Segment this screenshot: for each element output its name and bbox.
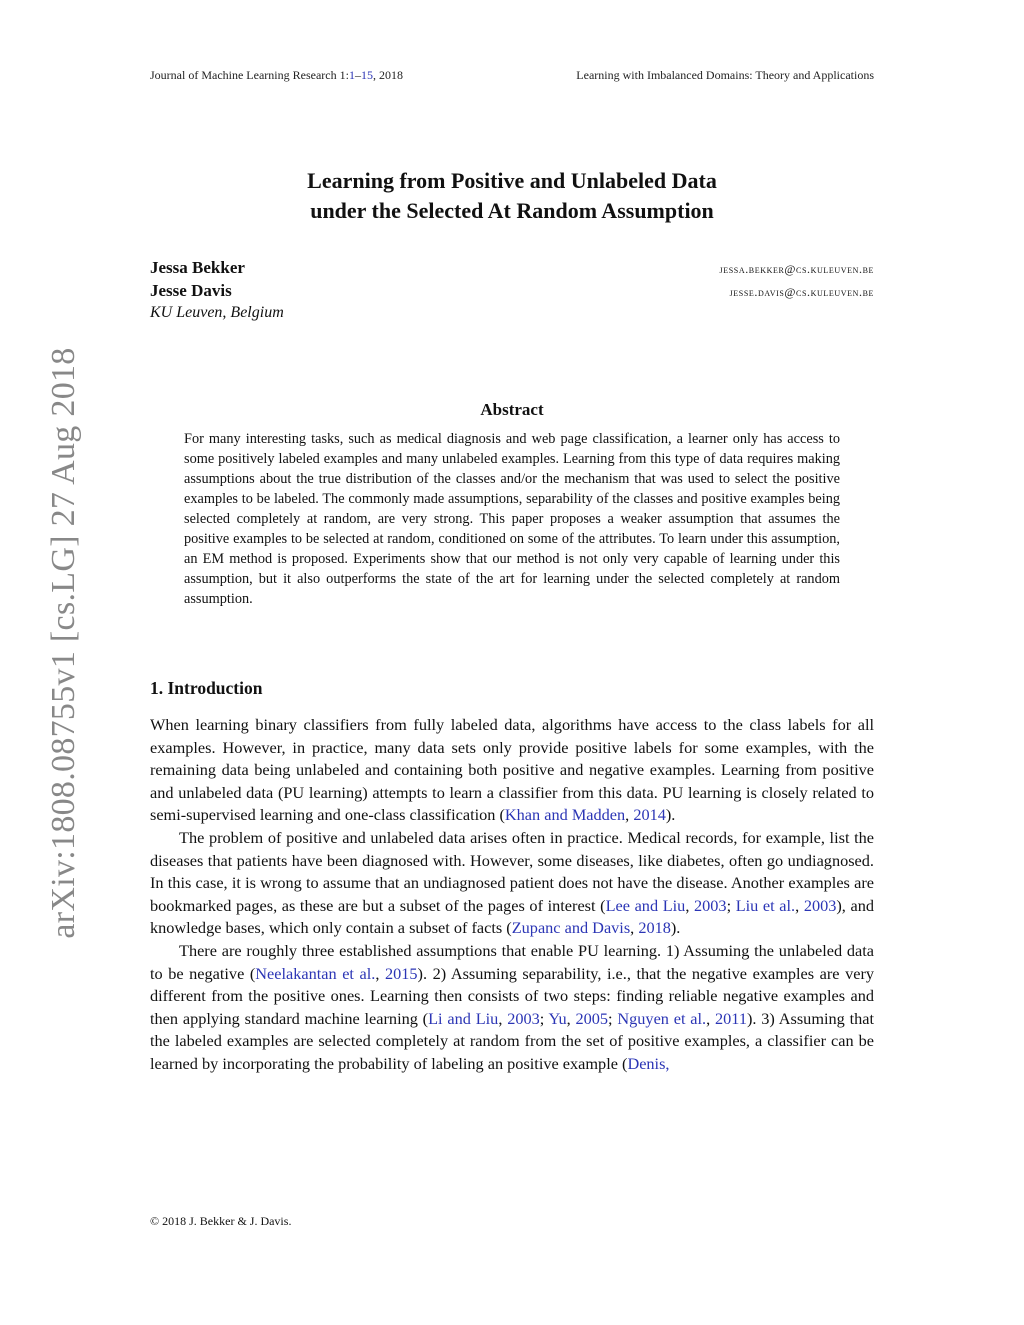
abstract-heading: Abstract xyxy=(480,400,544,419)
journal-info: Journal of Machine Learning Research 1:1–15, 2018 xyxy=(150,68,403,82)
author-email: jessa.bekker@cs.kuleuven.be xyxy=(719,262,874,276)
title-line-1: Learning from Positive and Unlabeled Data xyxy=(307,168,717,193)
citation-link[interactable]: Yu xyxy=(548,1008,567,1028)
author-row xyxy=(150,281,874,301)
title-line-2: under the Selected At Random Assumption xyxy=(310,198,714,223)
arxiv-stamp: arXiv:1808.08755v1 [cs.LG] 27 Aug 2018 xyxy=(45,347,82,939)
author-name: Jesse Davis xyxy=(150,281,232,300)
citation-link[interactable]: Denis, xyxy=(627,1053,670,1073)
citation-year-link[interactable]: 2003 xyxy=(694,895,727,915)
paper-title xyxy=(150,166,874,226)
journal-page-end-link[interactable]: 15 xyxy=(360,68,373,82)
citation-link[interactable]: Nguyen et al. xyxy=(617,1008,707,1028)
paragraph: There are roughly three established assumptions that enable PU learning. 1) Assuming the unlabeled data to be negative (Neelakantan et al., 2015). 2) Assuming separability, i.e., that the negative examples are very different from the positive ones. Learning then consists of two steps: finding reliable negative examples and then applying standard machine learning (Li and Liu, 2003; Yu, 2005; Nguyen et al., 2011). 3) Assuming that the labeled examples are selected completely at random from the set of positive examples, a classifier can be learned by incorporating the probability of labeling an positive example (Denis, xyxy=(150,940,875,1073)
citation-link[interactable]: Liu et al. xyxy=(735,895,796,915)
citation-link[interactable]: Li and Liu xyxy=(428,1008,499,1028)
running-head xyxy=(150,68,874,83)
citation-link[interactable]: Neelakantan et al. xyxy=(255,963,376,983)
author-name: Jessa Bekker xyxy=(150,258,245,277)
citation-year-link[interactable]: 2011 xyxy=(715,1008,747,1028)
workshop-name: Learning with Imbalanced Domains: Theory and Applications xyxy=(576,68,874,82)
section-body xyxy=(150,714,874,1076)
citation-year-link[interactable]: 2003 xyxy=(803,895,837,915)
paragraph: The problem of positive and unlabeled data arises often in practice. Medical records, for example, list the diseases that patients have been diagnosed with. However, some diseases, like diabetes, often go undiagnosed. In this case, it is wrong to assume that an undiagnosed patient does not have the disease. Another examples are bookmarked pages, as these are but a subset of the pages of interest (Lee and Liu, 2003; Liu et al., 2003), and knowledge bases, which only contain a subset of facts (Zupanc and Davis, 2018). xyxy=(150,827,874,938)
citation-year-link[interactable]: 2005 xyxy=(575,1008,609,1028)
citation-year-link[interactable]: 2015 xyxy=(384,963,418,983)
affiliation: KU Leuven, Belgium xyxy=(150,304,284,321)
author-email: jesse.davis@cs.kuleuven.be xyxy=(729,285,874,299)
section-heading: 1. Introduction xyxy=(150,678,263,698)
citation-link[interactable]: Zupanc and Davis xyxy=(511,918,631,938)
citation-year-link[interactable]: 2003 xyxy=(507,1008,540,1028)
abstract-body: For many interesting tasks, such as medical diagnosis and web page classification, a learner only has access to some positively labeled examples and many unlabeled examples. Learning from this type of data requires making assumptions about the true distribution of the classes and/or the mechanism that was used to select the positive examples to be labeled. The commonly made assumptions, separability of the classes and positive examples being selected completely at random, are very strong. This paper proposes a weaker assumption that assumes the positive examples to be selected at random, conditioned on some of the attributes. To learn under this assumption, an EM method is proposed. Experiments show that our method is not only very capable of learning under this assumption, but it also outperforms the state of the art for learning under the selected completely at random assumption. xyxy=(184,431,840,607)
author-row xyxy=(150,258,874,278)
citation-year-link[interactable]: 2014 xyxy=(633,805,666,825)
paragraph: When learning binary classifiers from fully labeled data, algorithms have access to the class labels for all examples. However, in practice, many data sets only provide positive labels for some examples, with the remaining data being unlabeled and containing both positive and negative examples. Learning from positive and unlabeled data (PU learning) attempts to learn a classifier from this data. PU learning is closely related to semi-supervised learning and one-class classification (Khan and Madden, 2014). xyxy=(150,715,874,825)
citation-link[interactable]: Lee and Liu xyxy=(605,895,686,915)
citation-link[interactable]: Khan and Madden xyxy=(504,805,626,825)
citation-year-link[interactable]: 2018 xyxy=(638,918,671,938)
journal-page-start-link[interactable]: 1 xyxy=(348,68,355,82)
copyright-notice: © 2018 J. Bekker & J. Davis. xyxy=(150,1214,292,1228)
